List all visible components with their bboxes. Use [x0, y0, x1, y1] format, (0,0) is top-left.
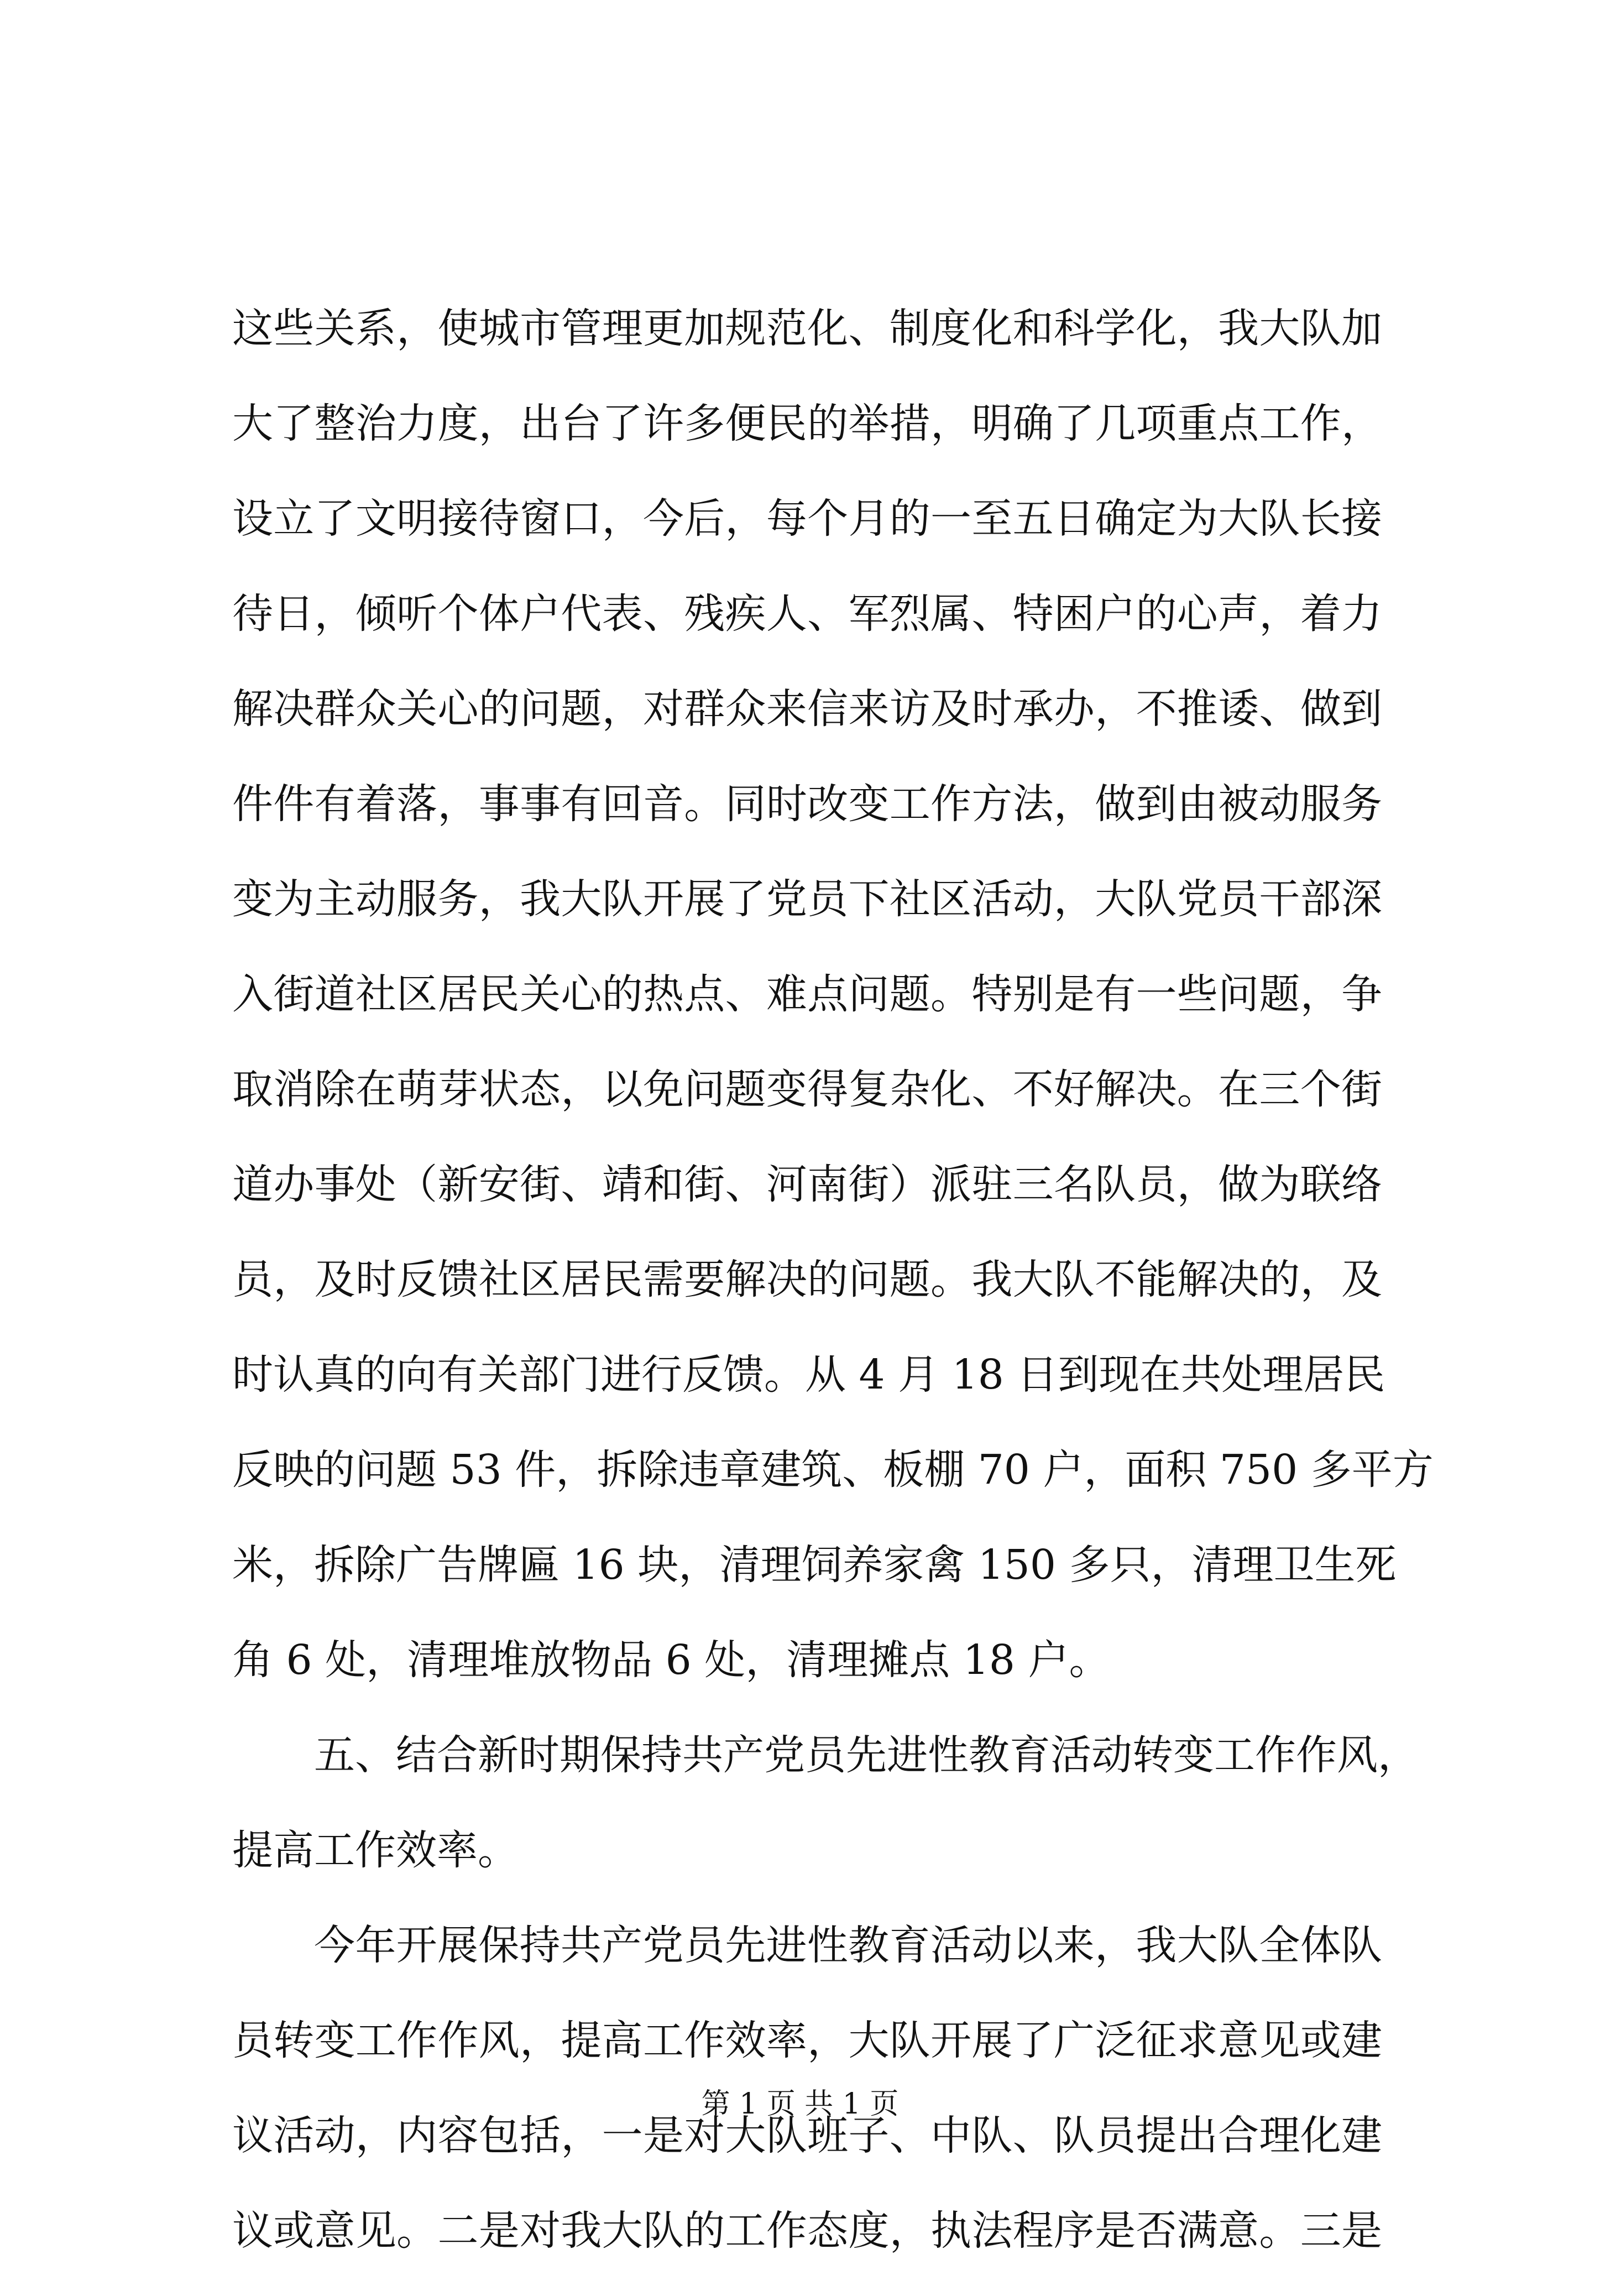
text-line: 件件有着落，事事有回音。同时改变工作方法，做到由被动服务	[232, 780, 1382, 828]
document-body	[232, 299, 1434, 2296]
text-line: 议活动，内容包括，一是对大队班子、中队、队员提出合理化建	[232, 2112, 1382, 2159]
text-line: 米，拆除广告牌匾 16 块，清理饲养家禽 150 多只，清理卫生死	[232, 1541, 1397, 1589]
text-line: 这些关系，使城市管理更加规范化、制度化和科学化，我大队加	[232, 305, 1382, 352]
section-heading-line: 提高工作效率。	[232, 1827, 519, 1874]
text-line: 解决群众关心的问题，对群众来信来访及时承办，不推诿、做到	[232, 685, 1382, 733]
text-line: 反映的问题 53 件，拆除违章建筑、板棚 70 户，面积 750 多平方	[232, 1446, 1434, 1494]
text-line: 变为主动服务，我大队开展了党员下社区活动，大队党员干部深	[232, 875, 1382, 923]
text-line: 设立了文明接待窗口，今后，每个月的一至五日确定为大队长接	[232, 495, 1382, 542]
text-line: 时认真的向有关部门进行反馈。从 4 月 18 日到现在共处理居民	[232, 1351, 1385, 1399]
text-line: 道办事处（新安街、靖和街、河南街）派驻三名队员，做为联络	[232, 1161, 1382, 1208]
text-line: 入街道社区居民关心的热点、难点问题。特别是有一些问题，争	[232, 970, 1382, 1018]
text-line: 员，及时反馈社区居民需要解决的问题。我大队不能解决的，及	[232, 1256, 1382, 1303]
text-line: 取消除在萌芽状态，以免问题变得复杂化、不好解决。在三个街	[232, 1066, 1382, 1113]
text-line: 员转变工作作风，提高工作效率，大队开展了广泛征求意见或建	[232, 2017, 1382, 2064]
text-line: 角 6 处，清理堆放物品 6 处，清理摊点 18 户。	[232, 1636, 1110, 1684]
text-line: 今年开展保持共产党员先进性教育活动以来，我大队全体队	[314, 1922, 1382, 1969]
text-line: 大了整治力度，出台了许多便民的举措，明确了几项重点工作，	[232, 400, 1382, 447]
page-footer: 第 1 页 共 1 页	[701, 2088, 899, 2121]
text-line: 待日，倾听个体户代表、残疾人、军烈属、特困户的心声，着力	[232, 590, 1382, 638]
text-line: 议或意见。二是对我大队的工作态度，执法程序是否满意。三是	[232, 2207, 1382, 2255]
section-heading-line: 五、结合新时期保持共产党员先进性教育活动转变工作作风，	[314, 1731, 1419, 1779]
